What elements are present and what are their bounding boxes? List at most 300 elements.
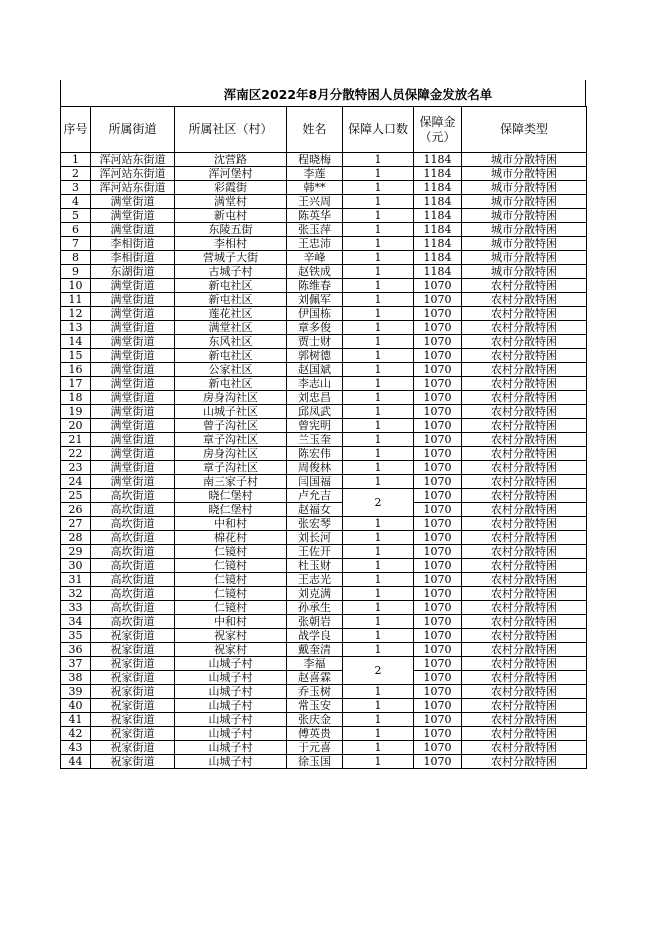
row-number: 10 [61,279,91,293]
type-cell: 农村分散特困 [462,587,587,601]
row-number: 7 [61,237,91,251]
header-no: 序号 [61,107,91,153]
amount-cell: 1184 [414,223,462,237]
street-cell: 祝家街道 [91,727,175,741]
street-cell: 祝家街道 [91,671,175,685]
table-row [61,727,587,741]
name-cell: 伊国栋 [287,307,343,321]
name-cell: 常玉安 [287,699,343,713]
amount-cell: 1070 [414,377,462,391]
amount-cell: 1070 [414,419,462,433]
amount-cell: 1184 [414,167,462,181]
type-cell: 农村分散特困 [462,377,587,391]
community-cell: 仁镜村 [175,573,287,587]
community-cell: 新屯社区 [175,293,287,307]
community-cell: 彩霞街 [175,181,287,195]
page-title: 浑南区2022年8月分散特困人员保障金发放名单 [223,87,493,102]
name-cell: 张玉萍 [287,223,343,237]
name-cell: 李莲 [287,167,343,181]
community-cell: 新屯社区 [175,279,287,293]
street-cell: 李相街道 [91,237,175,251]
street-cell: 满堂街道 [91,307,175,321]
name-cell: 兰玉奎 [287,433,343,447]
name-cell: 赵喜霖 [287,671,343,685]
row-number: 9 [61,265,91,279]
community-cell: 中和村 [175,517,287,531]
name-cell: 王佐开 [287,545,343,559]
community-cell: 沈营路 [175,153,287,167]
name-cell: 李福 [287,657,343,671]
type-cell: 农村分散特困 [462,279,587,293]
community-cell: 满堂村 [175,195,287,209]
row-number: 38 [61,671,91,685]
row-number: 11 [61,293,91,307]
street-cell: 祝家街道 [91,699,175,713]
row-number: 13 [61,321,91,335]
community-cell: 房身沟社区 [175,391,287,405]
community-cell: 晓仁堡村 [175,503,287,517]
street-cell: 浑河站东街道 [91,167,175,181]
amount-cell: 1070 [414,545,462,559]
name-cell: 徐玉国 [287,755,343,769]
count-cell: 1 [343,517,414,531]
community-cell: 东陵五街 [175,223,287,237]
count-cell: 1 [343,195,414,209]
community-cell: 李相村 [175,237,287,251]
amount-cell: 1070 [414,293,462,307]
type-cell: 农村分散特困 [462,517,587,531]
name-cell: 杜玉财 [287,559,343,573]
type-cell: 农村分散特困 [462,685,587,699]
type-cell: 农村分散特困 [462,531,587,545]
name-cell: 闫国福 [287,475,343,489]
street-cell: 满堂街道 [91,293,175,307]
name-cell: 郭树德 [287,349,343,363]
table-row [61,685,587,699]
street-cell: 李相街道 [91,251,175,265]
count-cell: 1 [343,755,414,769]
table-row [61,447,587,461]
table-row [61,559,587,573]
count-cell: 1 [343,685,414,699]
row-number: 35 [61,629,91,643]
header-row [61,107,587,153]
table-row [61,293,587,307]
name-cell: 邱凤武 [287,405,343,419]
street-cell: 满堂街道 [91,433,175,447]
street-cell: 高坎街道 [91,503,175,517]
street-cell: 高坎街道 [91,573,175,587]
name-cell: 张宏琴 [287,517,343,531]
community-cell: 章子沟社区 [175,461,287,475]
row-number: 31 [61,573,91,587]
amount-cell: 1070 [414,587,462,601]
allowance-table [60,106,587,769]
table-row [61,153,587,167]
type-cell: 农村分散特困 [462,545,587,559]
street-cell: 满堂街道 [91,461,175,475]
count-cell: 1 [343,643,414,657]
type-cell: 农村分散特困 [462,657,587,671]
count-cell: 1 [343,153,414,167]
street-cell: 祝家街道 [91,755,175,769]
count-cell: 1 [343,293,414,307]
community-cell: 章子沟社区 [175,433,287,447]
street-cell: 满堂街道 [91,419,175,433]
amount-cell: 1070 [414,447,462,461]
street-cell: 满堂街道 [91,475,175,489]
amount-cell: 1070 [414,433,462,447]
name-cell: 傅英贵 [287,727,343,741]
street-cell: 祝家街道 [91,643,175,657]
type-cell: 农村分散特困 [462,559,587,573]
type-cell: 农村分散特困 [462,461,587,475]
street-cell: 祝家街道 [91,741,175,755]
name-cell: 战学良 [287,629,343,643]
row-number: 6 [61,223,91,237]
street-cell: 高坎街道 [91,601,175,615]
amount-cell: 1184 [414,195,462,209]
type-cell: 农村分散特困 [462,713,587,727]
community-cell: 山城子村 [175,671,287,685]
table-row [61,433,587,447]
table-row [61,265,587,279]
row-number: 4 [61,195,91,209]
type-cell: 农村分散特困 [462,615,587,629]
count-cell: 1 [343,475,414,489]
street-cell: 浑河站东街道 [91,153,175,167]
amount-cell: 1070 [414,615,462,629]
name-cell: 王忠沛 [287,237,343,251]
count-cell: 1 [343,335,414,349]
amount-cell: 1184 [414,251,462,265]
type-cell: 城市分散特困 [462,251,587,265]
amount-cell: 1070 [414,741,462,755]
amount-cell: 1070 [414,461,462,475]
row-number: 21 [61,433,91,447]
table-row [61,489,587,503]
row-number: 36 [61,643,91,657]
row-number: 18 [61,391,91,405]
name-cell: 张朝岩 [287,615,343,629]
community-cell: 莲花社区 [175,307,287,321]
table-row [61,167,587,181]
count-cell: 2 [343,657,414,685]
name-cell: 王志光 [287,573,343,587]
amount-cell: 1070 [414,517,462,531]
community-cell: 满堂社区 [175,321,287,335]
street-cell: 高坎街道 [91,531,175,545]
street-cell: 满堂街道 [91,335,175,349]
header-amount: 保障金（元） [414,107,462,153]
row-number: 24 [61,475,91,489]
type-cell: 农村分散特困 [462,419,587,433]
street-cell: 祝家街道 [91,629,175,643]
table-row [61,699,587,713]
amount-cell: 1070 [414,727,462,741]
amount-cell: 1070 [414,279,462,293]
type-cell: 农村分散特困 [462,433,587,447]
name-cell: 辛峰 [287,251,343,265]
count-cell: 1 [343,181,414,195]
community-cell: 新屯社区 [175,377,287,391]
community-cell: 山城子村 [175,685,287,699]
row-number: 19 [61,405,91,419]
community-cell: 棉花村 [175,531,287,545]
type-cell: 农村分散特困 [462,307,587,321]
table-row [61,643,587,657]
row-number: 44 [61,755,91,769]
row-number: 30 [61,559,91,573]
row-number: 5 [61,209,91,223]
name-cell: 章多俊 [287,321,343,335]
type-cell: 农村分散特困 [462,335,587,349]
type-cell: 农村分散特困 [462,293,587,307]
table-row [61,405,587,419]
row-number: 29 [61,545,91,559]
header-count: 保障人口数 [343,107,414,153]
table-row [61,671,587,685]
table-row [61,335,587,349]
type-cell: 城市分散特困 [462,181,587,195]
count-cell: 1 [343,237,414,251]
type-cell: 城市分散特困 [462,223,587,237]
type-cell: 农村分散特困 [462,489,587,503]
street-cell: 满堂街道 [91,195,175,209]
table-row [61,741,587,755]
community-cell: 山城子社区 [175,405,287,419]
type-cell: 农村分散特困 [462,363,587,377]
header-name: 姓名 [287,107,343,153]
name-cell: 刘佩军 [287,293,343,307]
name-cell: 刘长河 [287,531,343,545]
row-number: 37 [61,657,91,671]
table-row [61,419,587,433]
table-row [61,377,587,391]
count-cell: 1 [343,307,414,321]
name-cell: 孙承生 [287,601,343,615]
community-cell: 山城子村 [175,657,287,671]
amount-cell: 1070 [414,349,462,363]
community-cell: 山城子村 [175,713,287,727]
name-cell: 刘忠昌 [287,391,343,405]
community-cell: 中和村 [175,615,287,629]
street-cell: 高坎街道 [91,545,175,559]
title-row [60,80,586,106]
table-row [61,755,587,769]
count-cell: 1 [343,349,414,363]
row-number: 20 [61,419,91,433]
table-row [61,251,587,265]
row-number: 33 [61,601,91,615]
row-number: 41 [61,713,91,727]
table-row [61,209,587,223]
amount-cell: 1070 [414,363,462,377]
street-cell: 祝家街道 [91,713,175,727]
count-cell: 1 [343,377,414,391]
type-cell: 农村分散特困 [462,475,587,489]
type-cell: 农村分散特困 [462,727,587,741]
name-cell: 周俊林 [287,461,343,475]
count-cell: 1 [343,279,414,293]
row-number: 32 [61,587,91,601]
type-cell: 农村分散特困 [462,349,587,363]
community-cell: 营城子大街 [175,251,287,265]
table-row [61,391,587,405]
table-row [61,517,587,531]
row-number: 14 [61,335,91,349]
type-cell: 农村分散特困 [462,601,587,615]
street-cell: 满堂街道 [91,405,175,419]
amount-cell: 1070 [414,503,462,517]
table-row [61,573,587,587]
header-type: 保障类型 [462,107,587,153]
street-cell: 满堂街道 [91,349,175,363]
amount-cell: 1070 [414,321,462,335]
count-cell: 1 [343,699,414,713]
community-cell: 仁镜村 [175,587,287,601]
count-cell: 2 [343,489,414,517]
amount-cell: 1070 [414,657,462,671]
amount-cell: 1070 [414,475,462,489]
table-row [61,503,587,517]
community-cell: 房身沟社区 [175,447,287,461]
community-cell: 新屯村 [175,209,287,223]
row-number: 40 [61,699,91,713]
table-body [61,153,587,769]
row-number: 2 [61,167,91,181]
count-cell: 1 [343,223,414,237]
row-number: 3 [61,181,91,195]
community-cell: 浑河堡村 [175,167,287,181]
row-number: 15 [61,349,91,363]
count-cell: 1 [343,587,414,601]
table-row [61,461,587,475]
count-cell: 1 [343,727,414,741]
row-number: 12 [61,307,91,321]
name-cell: 乔玉树 [287,685,343,699]
name-cell: 戴奎清 [287,643,343,657]
community-cell: 公家社区 [175,363,287,377]
street-cell: 高坎街道 [91,587,175,601]
amount-cell: 1070 [414,489,462,503]
name-cell: 贾士财 [287,335,343,349]
table-row [61,181,587,195]
community-cell: 山城子村 [175,727,287,741]
type-cell: 农村分散特困 [462,503,587,517]
count-cell: 1 [343,461,414,475]
table-row [61,587,587,601]
amount-cell: 1070 [414,559,462,573]
row-number: 17 [61,377,91,391]
row-number: 26 [61,503,91,517]
amount-cell: 1184 [414,237,462,251]
count-cell: 1 [343,629,414,643]
count-cell: 1 [343,447,414,461]
row-number: 23 [61,461,91,475]
row-number: 39 [61,685,91,699]
community-cell: 祝家村 [175,643,287,657]
count-cell: 1 [343,741,414,755]
type-cell: 农村分散特困 [462,405,587,419]
name-cell: 赵铁成 [287,265,343,279]
amount-cell: 1070 [414,531,462,545]
count-cell: 1 [343,251,414,265]
count-cell: 1 [343,321,414,335]
type-cell: 农村分散特困 [462,573,587,587]
name-cell: 刘克满 [287,587,343,601]
count-cell: 1 [343,433,414,447]
street-cell: 浑河站东街道 [91,181,175,195]
count-cell: 1 [343,573,414,587]
amount-cell: 1070 [414,671,462,685]
table-row [61,321,587,335]
type-cell: 农村分散特困 [462,755,587,769]
amount-cell: 1070 [414,643,462,657]
count-cell: 1 [343,545,414,559]
amount-cell: 1184 [414,181,462,195]
table-row [61,713,587,727]
type-cell: 城市分散特困 [462,265,587,279]
count-cell: 1 [343,713,414,727]
community-cell: 仁镜村 [175,545,287,559]
header-community: 所属社区（村） [175,107,287,153]
street-cell: 东湖街道 [91,265,175,279]
community-cell: 山城子村 [175,699,287,713]
table-row [61,475,587,489]
amount-cell: 1070 [414,601,462,615]
row-number: 8 [61,251,91,265]
table-row [61,223,587,237]
community-cell: 山城子村 [175,741,287,755]
community-cell: 仁镜村 [175,601,287,615]
street-cell: 高坎街道 [91,489,175,503]
table-row [61,615,587,629]
type-cell: 城市分散特困 [462,209,587,223]
community-cell: 新屯社区 [175,349,287,363]
street-cell: 满堂街道 [91,363,175,377]
name-cell: 李志山 [287,377,343,391]
community-cell: 祝家村 [175,629,287,643]
street-cell: 高坎街道 [91,615,175,629]
row-number: 25 [61,489,91,503]
amount-cell: 1070 [414,391,462,405]
count-cell: 1 [343,559,414,573]
table-row [61,531,587,545]
count-cell: 1 [343,615,414,629]
street-cell: 祝家街道 [91,657,175,671]
count-cell: 1 [343,167,414,181]
count-cell: 1 [343,601,414,615]
table-row [61,237,587,251]
table-row [61,601,587,615]
row-number: 27 [61,517,91,531]
street-cell: 祝家街道 [91,685,175,699]
type-cell: 农村分散特困 [462,391,587,405]
count-cell: 1 [343,363,414,377]
table-row [61,545,587,559]
type-cell: 城市分散特困 [462,237,587,251]
row-number: 43 [61,741,91,755]
name-cell: 程晓梅 [287,153,343,167]
count-cell: 1 [343,405,414,419]
count-cell: 1 [343,531,414,545]
community-cell: 南三家子村 [175,475,287,489]
name-cell: 王兴周 [287,195,343,209]
type-cell: 农村分散特困 [462,321,587,335]
street-cell: 满堂街道 [91,321,175,335]
community-cell: 山城子村 [175,755,287,769]
